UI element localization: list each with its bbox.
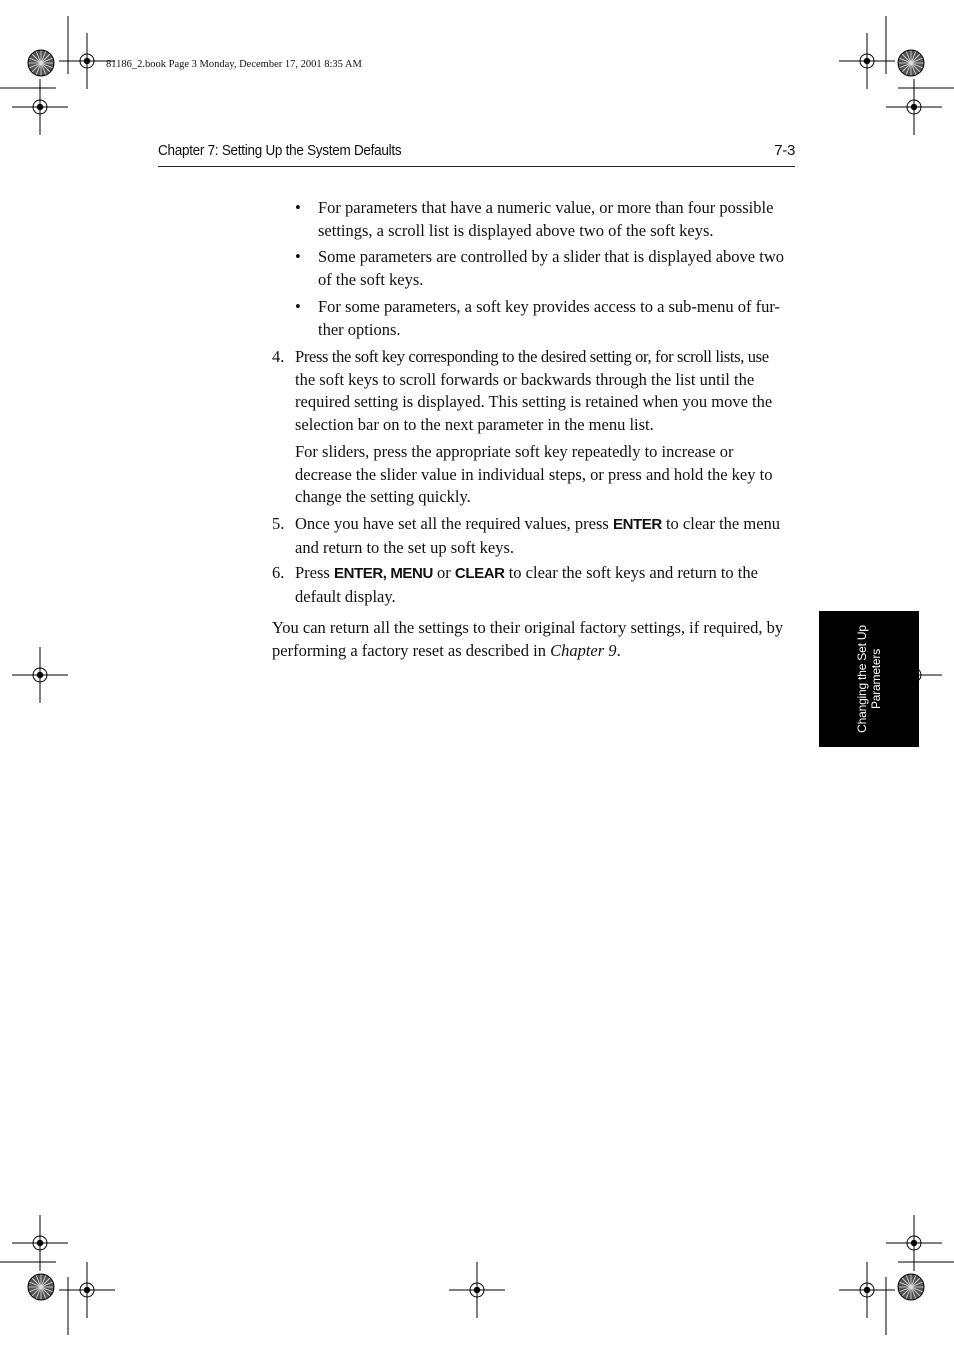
registration-target-icon — [12, 647, 68, 703]
clear-key-label: CLEAR — [454, 565, 505, 582]
step-text: For sliders, press the appropriate soft key repeatedly to increase or — [295, 442, 734, 461]
step-text: default display. — [295, 586, 396, 606]
paragraph-text: performing a factory reset as described in Chapter 9. — [272, 640, 621, 660]
registration-target-icon — [59, 33, 115, 89]
registration-target-icon — [839, 33, 895, 89]
enter-key-label: ENTER — [612, 516, 662, 533]
bullet-mark: • — [295, 297, 301, 316]
step-text: Press ENTER, MENU or CLEAR to clear the soft keys and return to the — [295, 563, 758, 582]
bullet-mark: • — [295, 198, 301, 217]
step-text: and return to the set up soft keys. — [295, 537, 515, 557]
paragraph-text: You can return all the settings to their original factory settings, if required, by — [272, 618, 784, 637]
registration-target-icon — [886, 647, 942, 703]
registration-target-icon — [449, 1262, 505, 1318]
registration-target-icon — [886, 79, 942, 135]
chapter-reference: Chapter 9 — [550, 640, 617, 660]
step-text: change the setting quickly. — [295, 487, 471, 506]
list-item-text: For parameters that have a numeric value, or more than four possible — [318, 198, 774, 217]
step-text: selection bar on to the next parameter in the menu list. — [295, 414, 654, 434]
registration-star-icon — [898, 1274, 924, 1300]
registration-star-icon — [28, 50, 54, 76]
list-item-text: of the soft keys. — [318, 269, 424, 289]
step-number: 5. — [272, 514, 285, 533]
enter-menu-key-label: ENTER, MENU — [333, 565, 433, 582]
registration-target-icon — [12, 79, 68, 135]
bullet-mark: • — [295, 247, 301, 266]
registration-target-icon — [59, 1262, 115, 1318]
section-tab-label: Changing the Set Up Parameters — [855, 625, 883, 733]
list-item-text: For some parameters, a soft key provides access to a sub-menu of fur- — [318, 297, 780, 316]
step-text: Once you have set all the required values, press ENTER to clear the menu — [295, 514, 781, 533]
list-item-text: Some parameters are controlled by a slider that is displayed above two — [318, 247, 784, 266]
list-item-text: settings, a scroll list is displayed above two of the soft keys. — [318, 220, 714, 240]
registration-target-icon — [12, 1215, 68, 1271]
registration-target-icon — [839, 1262, 895, 1318]
step-text: required setting is displayed. This setting is retained when you move the — [295, 392, 773, 411]
registration-target-icon — [886, 1215, 942, 1271]
registration-star-icon — [28, 1274, 54, 1300]
step-text: Press the soft key corresponding to the desired setting or, for scroll lists, use — [295, 347, 769, 366]
step-text: decrease the slider value in individual steps, or press and hold the key to — [295, 464, 773, 484]
registration-star-icon — [898, 50, 924, 76]
page-number: 7-3 — [774, 142, 795, 159]
step-number: 4. — [272, 347, 285, 366]
list-item-text: ther options. — [318, 319, 401, 339]
print-slug: 81186_2.book Page 3 Monday, December 17, 2001 8:35 AM — [106, 59, 362, 70]
step-text: the soft keys to scroll forwards or backwards through the list until the — [295, 369, 755, 389]
chapter-title: Chapter 7: Setting Up the System Defaults — [158, 142, 402, 159]
step-number: 6. — [272, 563, 285, 582]
